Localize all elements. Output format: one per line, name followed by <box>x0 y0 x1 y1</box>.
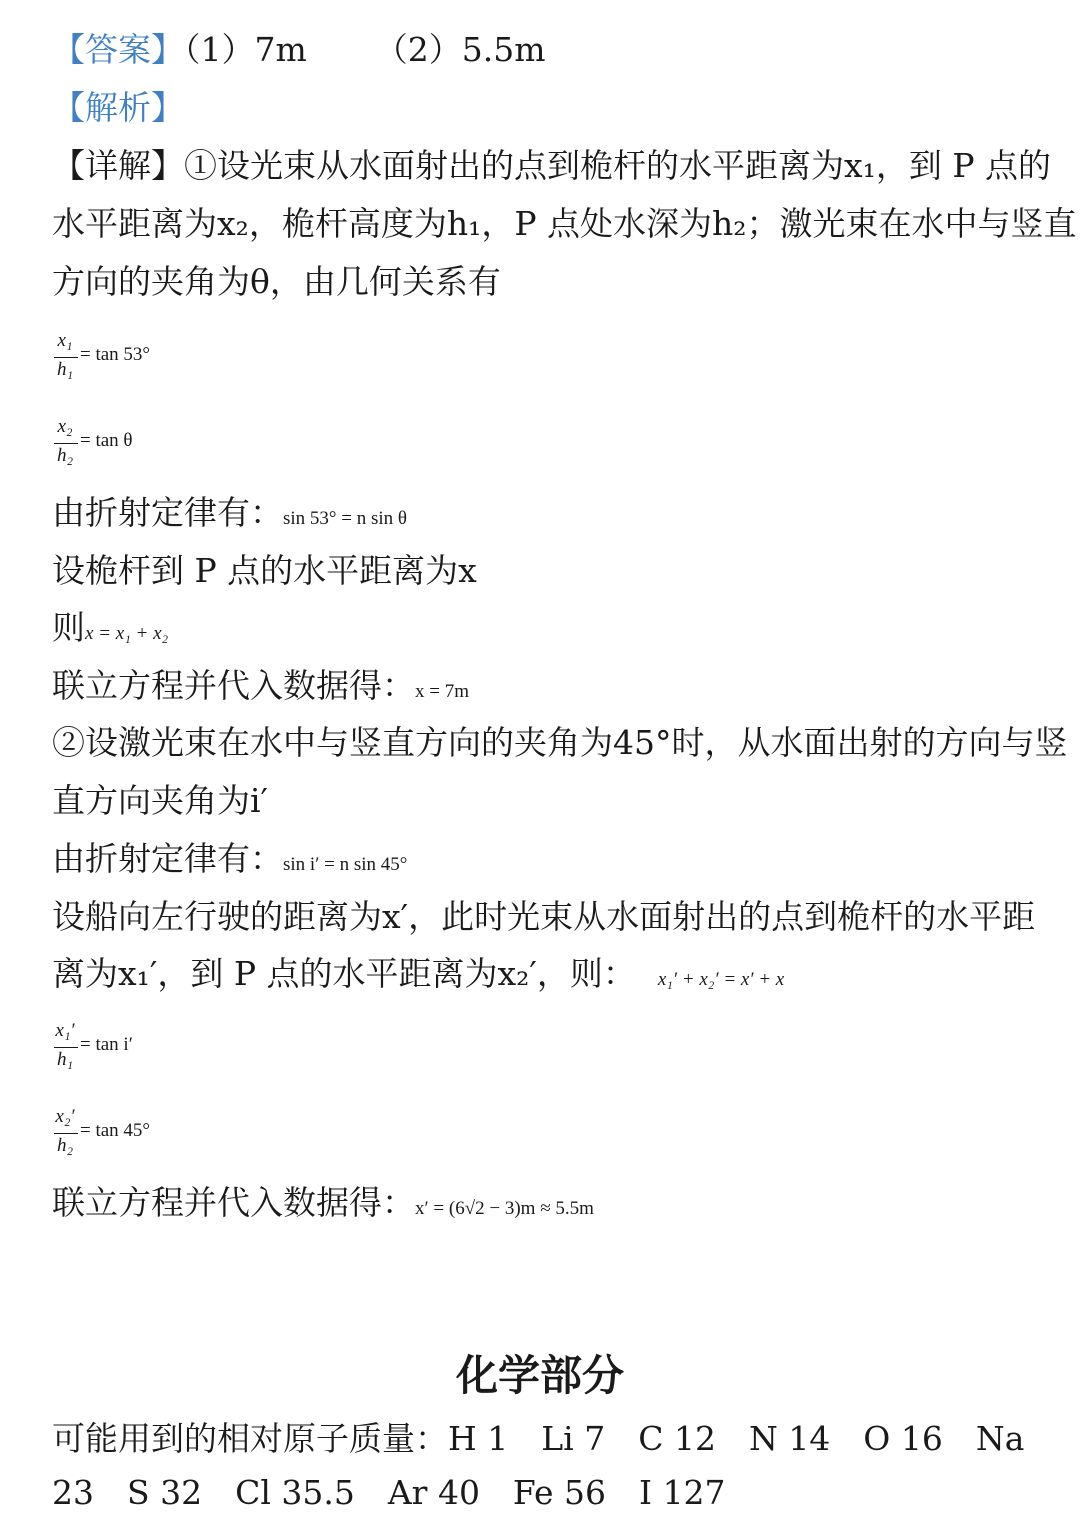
set-x-line: 设桅杆到 P 点的水平距离为x <box>52 551 477 590</box>
refraction-line-1 <box>52 491 407 541</box>
ship-equation: x₁′ + x₂′ = x′ + x <box>657 969 785 990</box>
ship-line-1: 设船向左行驶的距离为x′，此时光束从水面射出的点到桅杆的水平距 <box>52 897 1036 936</box>
fraction-denominator: h₁ <box>56 359 74 380</box>
fraction-denominator: h₂ <box>56 445 74 466</box>
answer-line <box>52 28 546 72</box>
detail-line-1 <box>52 144 1051 188</box>
atomic-masses: 可能用到的相对原子质量：H 1 Li 7 C 12 N 14 O 16 Na 23 S 32 Cl 35.5 Ar 40 Fe 56 I 127 <box>52 1419 1025 1512</box>
refraction-equation: sin i′ = n sin 45° <box>283 854 408 875</box>
solve-result: x′ = (6√2 − 3)m ≈ 5.5m <box>415 1198 594 1219</box>
answer-part2: （2）5.5m <box>374 30 546 69</box>
fraction-numerator: x₂ <box>57 416 73 437</box>
fraction-bar <box>54 1047 78 1048</box>
fraction-numerator: x₂′ <box>55 1106 75 1127</box>
refraction-label: 由折射定律有： <box>52 493 283 532</box>
part2-line-2: 直方向夹角为i′ <box>52 781 269 820</box>
ship-text: 离为x₁′，到 P 点的水平距离为x₂′，则： <box>52 954 636 993</box>
fraction-bar <box>54 357 78 358</box>
equation-rhs: = tan θ <box>80 430 133 451</box>
solve-label: 联立方程并代入数据得： <box>52 666 415 705</box>
detail-text-1: ①设光束从水面射出的点到桅杆的水平距离为x₁，到 P 点的 <box>184 146 1052 185</box>
fraction-bar <box>54 443 78 444</box>
fraction-numerator: x₁′ <box>55 1020 75 1041</box>
equation-rhs: = tan i′ <box>80 1034 133 1055</box>
refraction-equation: sin 53° = n sin θ <box>283 508 408 529</box>
ship-line-2 <box>52 952 784 1002</box>
fraction-denominator: h₁ <box>56 1049 74 1070</box>
part2-line-1: ②设激光束在水中与竖直方向的夹角为45°时，从水面出射的方向与竖 <box>52 723 1068 762</box>
then-label: 则 <box>52 608 85 647</box>
refraction-line-2 <box>52 837 407 887</box>
solve-result: x = 7m <box>415 681 469 702</box>
then-line <box>52 606 168 656</box>
solve-line-2 <box>52 1181 594 1231</box>
fraction-numerator: x₁ <box>57 330 73 351</box>
refraction-label: 由折射定律有： <box>52 839 283 878</box>
equation-rhs: = tan 53° <box>80 344 151 365</box>
answer-part1: （1）7m <box>184 30 307 69</box>
solve-line-1 <box>52 664 469 714</box>
fraction-bar <box>54 1133 78 1134</box>
answer-label: 【答案】 <box>52 30 184 69</box>
detail-line-3: 方向的夹角为θ，由几何关系有 <box>52 262 501 301</box>
detail-label: 【详解】 <box>52 146 184 185</box>
fraction-denominator: h₂ <box>56 1135 74 1156</box>
chemistry-heading: 化学部分 <box>455 1351 624 1400</box>
equation-rhs: = tan 45° <box>80 1120 151 1141</box>
detail-line-2: 水平距离为x₂，桅杆高度为h₁，P 点处水深为h₂；激光束在水中与竖直 <box>52 204 1077 243</box>
solve-label: 联立方程并代入数据得： <box>52 1183 415 1222</box>
then-equation: x = x₁ + x₂ <box>85 623 169 644</box>
analysis-label: 【解析】 <box>52 88 184 127</box>
